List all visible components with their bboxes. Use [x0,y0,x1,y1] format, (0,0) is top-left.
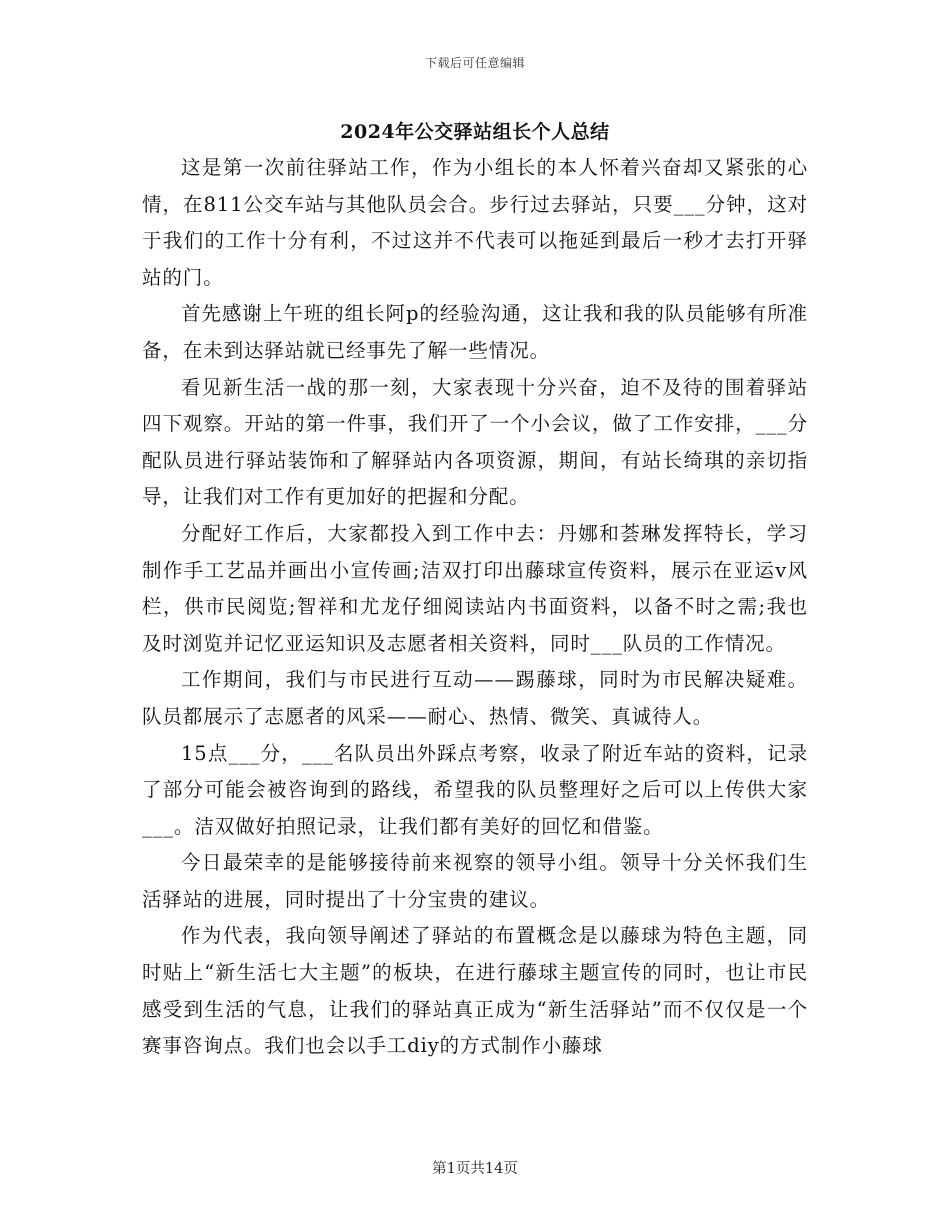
document-title: 2024年公交驿站组长个人总结 [340,121,610,143]
header-note: 下载后可任意编辑 [424,56,525,70]
paragraph: 分配好工作后，大家都投入到工作中去：丹娜和荟琳发挥特长，学习制作手工艺品并画出小宣传画;洁双打印出藤球宣传资料，展示在亚运v风栏，供市民阅览;智祥和尤龙仔细阅读站内书面资料，以备不时之需;我也及时浏览并记忆亚运知识及志愿者相关资料，同时___队员的工作情况。 [142,521,808,655]
paragraph: 作为代表，我向领导阐述了驿站的布置概念是以藤球为特色主题，同时贴上“新生活七大主题”的板块，在进行藤球主题宣传的同时，也让市民感受到生活的气息，让我们的驿站真正成为“新生活驿站”而不仅仅是一个赛事咨询点。我们也会以手工diy的方式制作小藤球 [142,924,808,1058]
paragraph: 这是第一次前往驿站工作，作为小组长的本人怀着兴奋却又紧张的心情，在811公交车站与其他队员会合。步行过去驿站，只要___分钟，这对于我们的工作十分有利，不过这并不代表可以拖延到最后一秒才去打开驿站的门。 [142,156,808,289]
paragraph: 15点___分，___名队员出外踩点考察，收录了附近车站的资料，记录了部分可能会被咨询到的路线，希望我的队员整理好之后可以上传供大家___。洁双做好拍照记录，让我们都有美好的回忆和借鉴。 [142,741,808,838]
document-body [142,150,808,1065]
paragraph: 首先感谢上午班的组长阿p的经验沟通，这让我和我的队员能够有所准备，在未到达驿站就已经事先了解一些情况。 [142,302,808,362]
page-number: 第1页共14页 [432,1161,518,1177]
paragraph: 工作期间，我们与市民进行互动——踢藤球，同时为市民解决疑难。队员都展示了志愿者的风采——耐心、热情、微笑、真诚待人。 [142,668,808,728]
paragraph: 看见新生活一战的那一刻，大家表现十分兴奋，迫不及待的围着驿站四下观察。开站的第一件事，我们开了一个小会议，做了工作安排，___分配队员进行驿站装饰和了解驿站内各项资源，期间，有站长绮琪的亲切指导，让我们对工作有更加好的把握和分配。 [142,375,808,509]
paragraph: 今日最荣幸的是能够接待前来视察的领导小组。领导十分关怀我们生活驿站的进展，同时提出了十分宝贵的建议。 [142,851,808,911]
